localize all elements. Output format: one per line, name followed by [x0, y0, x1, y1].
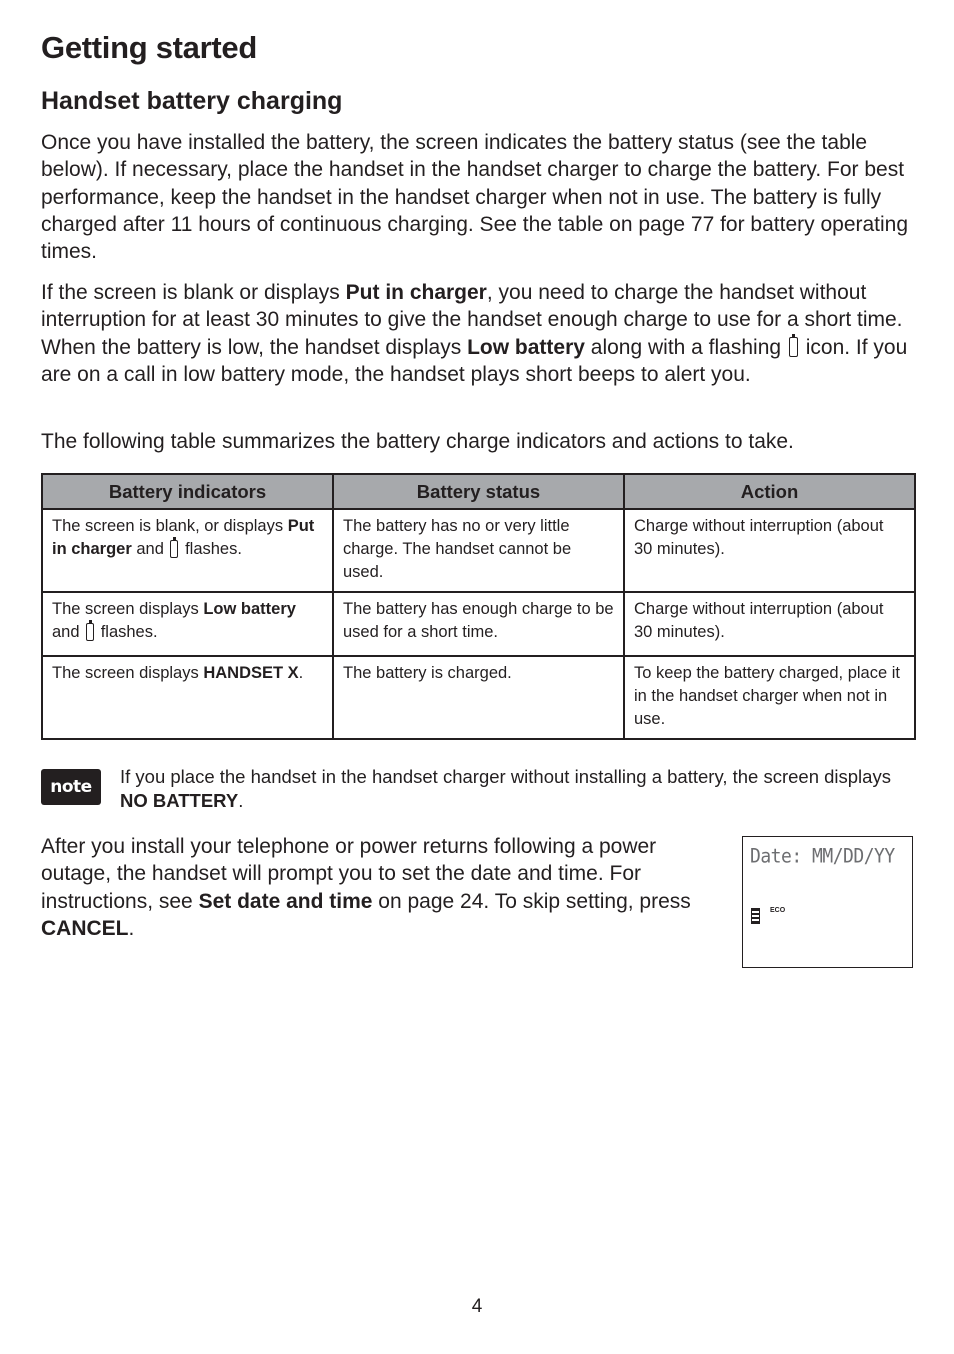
action-cell: Charge without interruption (about 30 minutes).	[624, 509, 915, 592]
action-cell: Charge without interruption (about 30 minutes).	[624, 592, 915, 656]
header-battery-indicators: Battery indicators	[42, 474, 333, 509]
page-heading: Getting started	[41, 30, 257, 65]
battery-table	[41, 473, 916, 740]
battery-icon	[86, 623, 94, 641]
indicator-cell: The screen displays HANDSET X.	[42, 656, 333, 739]
indicator-cell: The screen displays Low battery and flashes.	[42, 592, 333, 656]
eco-label: ECO	[770, 907, 786, 914]
table-row	[42, 509, 915, 592]
table-row	[42, 656, 915, 739]
note-text: If you place the handset in the handset charger without installing a battery, the screen displays NO BATTERY.	[120, 766, 891, 811]
charging-paragraph: If the screen is blank or displays Put in charger, you need to charge the handset without interruption for at least 30 minutes to give the handset enough charge to use for a short time. When the battery is low, the handset displays Low battery along with a flashing icon. If you are on a call in low battery mode, the handset plays short beeps to alert you.	[41, 281, 908, 386]
status-cell: The battery has enough charge to be used for a short time.	[333, 592, 624, 656]
table-intro-paragraph: The following table summarizes the battery charge indicators and actions to take.	[41, 430, 794, 453]
section-heading: Handset battery charging	[41, 87, 343, 115]
status-cell: The battery is charged.	[333, 656, 624, 739]
header-battery-status: Battery status	[333, 474, 624, 509]
intro-paragraph: Once you have installed the battery, the screen indicates the battery status (see the table below). If necessary, place the handset in the handset charger to charge the battery. For best performance, keep the handset in the handset charger when not in use. The battery is fully charged after 11 hours of continuous charging. See the table on page 77 for battery operating times.	[41, 131, 909, 264]
header-action: Action	[624, 474, 915, 509]
battery-full-icon	[751, 908, 760, 924]
lcd-date-text: Date: MM/DD/YY	[750, 844, 895, 869]
indicator-cell: The screen is blank, or displays Put in charger and flashes.	[42, 509, 333, 592]
battery-icon	[789, 337, 798, 357]
page-number: 4	[471, 1296, 483, 1317]
date-time-paragraph: After you install your telephone or power returns following a power outage, the handset will prompt you to set the date and time. For instructions, see Set date and time on page 24. To skip setting, press CANCEL.	[41, 835, 691, 940]
table-header-row	[42, 474, 915, 509]
action-cell: To keep the battery charged, place it in the handset charger when not in use.	[624, 656, 915, 739]
battery-icon	[170, 540, 178, 558]
handset-screen-illustration	[742, 836, 913, 968]
table-row	[42, 592, 915, 656]
note-badge: note	[41, 769, 101, 805]
status-cell: The battery has no or very little charge. The handset cannot be used.	[333, 509, 624, 592]
